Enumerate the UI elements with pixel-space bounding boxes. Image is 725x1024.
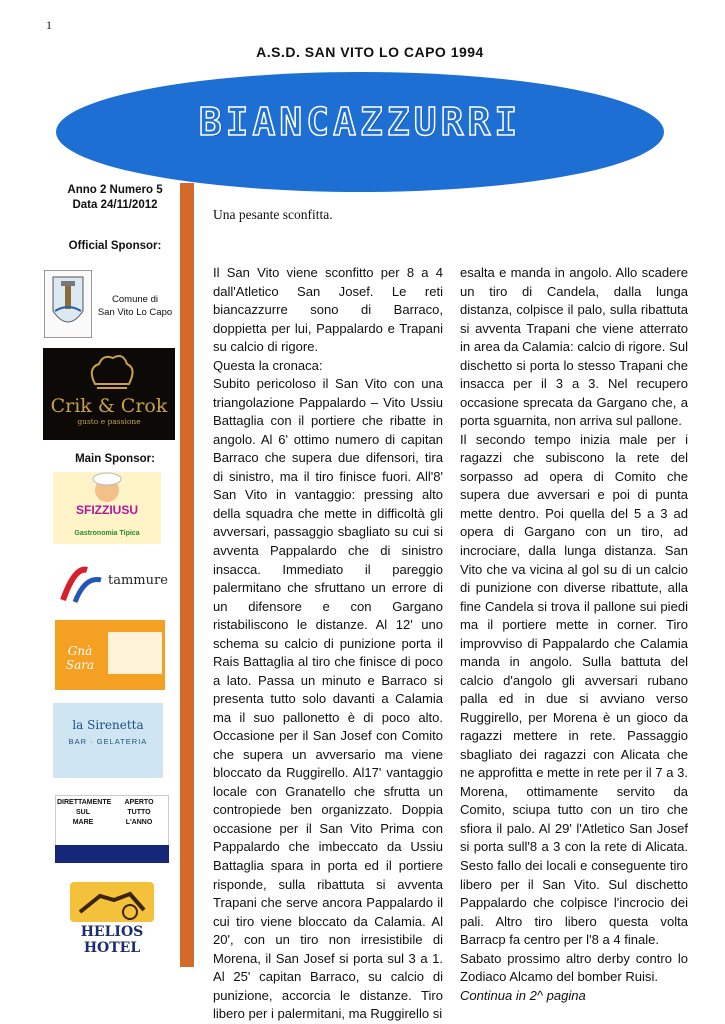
sirenetta-subtitle: BAR · GELATERIA: [68, 737, 148, 746]
sfizziusu-name: SFIZZIUSU: [76, 503, 138, 517]
sirenetta-name: la Sirenetta: [72, 718, 144, 732]
continue-note: Continua in 2^ pagina: [460, 987, 586, 1003]
direttamente-line-1: DIRETTAMENTE: [57, 799, 112, 806]
helios-line-2: HOTEL: [83, 940, 141, 956]
chef-hat-icon: [43, 348, 175, 398]
chariot-icon: [70, 882, 154, 922]
aperto-tutto-anno: [113, 798, 165, 828]
gna-sara-line-2: Sara: [65, 658, 95, 672]
crik-crok-tagline: gusto e passione: [77, 417, 141, 426]
gna-sara-line-1: Gnà: [67, 644, 93, 658]
direttamente-sul-mare: [57, 798, 112, 828]
article-headline: Una pesante sconfitta.: [213, 207, 333, 222]
article-column-1: [213, 264, 443, 1024]
gna-sara-info-card: [108, 632, 162, 674]
chef-face-icon: [53, 472, 161, 504]
comune-line-1: Comune di: [112, 294, 158, 305]
direttamente-line-2: SUL: [76, 809, 90, 816]
comune-sponsor: [88, 293, 182, 319]
aperto-line-3: L'ANNO: [125, 819, 153, 826]
crik-crok-logo: [43, 348, 175, 440]
gna-sara-name: [55, 644, 105, 672]
club-name: A.S.D. SAN VITO LO CAPO 1994: [256, 44, 484, 60]
article-text-col-2: esalta e manda in angolo. Allo scadere un tiro di Candela, dalla lunga distanza, colpisce il palo, sulla ribattuta si avventa Trapani che viene atterrato in area da Calamia: calcio di rigore. Sul dischetto si porta lo stesso Trapani che insacca per il 3 a 3. Nel recupero occasione sprecata da Gargano che, a porta sguarnita, non arriva sul pallone. Il secondo tempo inizia male per i ragazzi che subiscono la rete del sorpasso ad opera di Comito che supera due avversari e poi di punta mette dentro. Poi quella del 5 a 3 ad opera di Gargano con un tiro, ad incrociare, dalla lunga distanza. San Vito che va vicina al gol su di un calcio di punizione con diverse ribattute, alla fine Candela si trova il pallone sui piedi ma il portiere mette in corner. Tiro improvviso di Pappalardo che Calamia manda in angolo. Sulla battuta del calcio d'angolo gli avversari rubano palla ed in due si avviano verso Ruggirello, per Morena è un gioco da ragazzi mettere in rete. Passaggio sbagliato dei ragazzi con Alicata che ne approfitta e mette in rete per il 7 a 3. Morena, ottimamente servito da Comito, sciupa tutto con un tiro che sfiora il palo. Al 29' l'Atletico San Josef si porta sull'8 a 3 con la rete di Alicata. Sesto fallo dei locali e conseguente tiro libero per il San Vito. Sul dischetto Pappalardo che colpisce l'incrocio dei pali. Altro tiro libero questa volta Barracp fa centro per l'8 a 4 finale. Sabato prossimo altro derby contro lo Zodiaco Alcamo del bomber Ruisi.: [460, 265, 688, 985]
main-sponsor-label: Main Sponsor:: [75, 453, 155, 465]
tammure-name: tammure: [108, 573, 168, 588]
issue-date: Data 24/11/2012: [72, 199, 158, 211]
official-sponsor-label: Official Sponsor:: [68, 240, 162, 252]
crik-crok-name: Crik & Crok: [50, 395, 168, 417]
tammure-logo-icon: [57, 562, 109, 606]
hotel-egitarso-address-bar: [55, 845, 169, 863]
issue-info: [40, 183, 190, 213]
aperto-line-1: APERTO: [124, 799, 154, 806]
direttamente-line-3: MARE: [72, 819, 94, 826]
comune-line-2: San Vito Lo Capo: [97, 307, 173, 318]
helios-line-1: HELIOS: [80, 924, 144, 940]
article-column-2: [460, 264, 688, 1005]
sfizziusu-subtitle: Gastronomia Tipica: [74, 530, 140, 537]
helios-hotel-name: [62, 924, 162, 956]
issue-number: Anno 2 Numero 5: [67, 184, 163, 196]
comune-crest-icon: [44, 270, 92, 338]
aperto-line-2: TUTTO: [127, 809, 151, 816]
page-number: 1: [46, 18, 52, 32]
sidebar-divider-bar: [180, 183, 194, 967]
masthead-title: BIANCAZZURRI: [198, 100, 522, 144]
article-text-col-1: Il San Vito viene sconfitto per 8 a 4 dall'Atletico San Josef. Le reti biancazzurre sono di Barraco, doppietta per lui, Pappalardo e Trapani su calcio di rigore. Questa la cronaca: Subito pericoloso il San Vito con una triangolazione Pappalardo – Vito Ussiu Battaglia con il portiere che ribatte in angolo. Al 6' ottimo numero di capitan Barraco che supera due difensori, tira di sinistro, ma il tiro finisce fuori. All'8' San Vito in vantaggio: pressing alto della squadra che mette in difficoltà gli avversari, passaggio sbagliato su cui si avventa Pappalardo che di sinistro insacca. Immediato il pareggio palermitano che sfruttano un errore di un difensore e con Gargano ristabiliscono le distanze. Al 12' uno schema su calcio di punizione porta il Rais Battaglia al tiro che finisce di poco a lato. Passa un minuto e Barraco si presenta tutto solo davanti a Calamia ma il suo pallonetto è di poco alto. Occasione per il San Josef con Comito che supera un avversario ma viene bloccato da Ruggirello. Al17' vantaggio locale con Granatello che sfrutta un contropiede ben organizzato. Doppia occasione per il San Vito Prima con Pappalardo che imbeccato da Ussiu Battaglia spara in porta ed il portiere risponde, sulla ribattuta si avventa Trapani che serve ancora Pappalardo il cui tiro viene bloccato da Calamia. Al 20', con un tiro non irresistibile di Morena, il San Josef si porta sul 3 a 1. Al 25' capitan Barraco, su calcio di punizione, accorcia le distanze. Tiro libero per i palermitani, ma Ruggirello si: [213, 265, 443, 1022]
